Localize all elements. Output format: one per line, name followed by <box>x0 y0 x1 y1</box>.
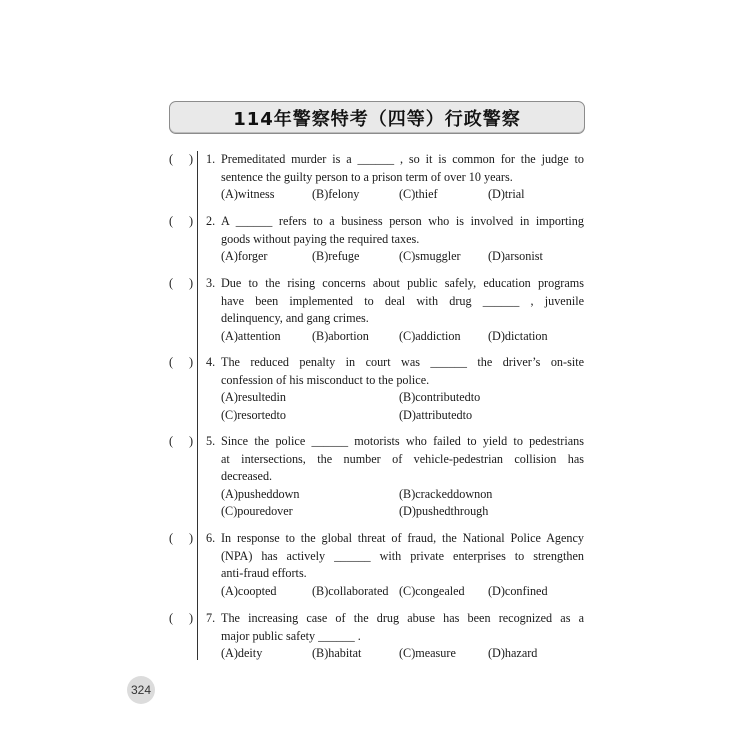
option-d: (D)pushedthrough <box>399 504 489 518</box>
question-line: anti-fraud efforts. <box>221 566 307 580</box>
question-text <box>221 610 584 663</box>
question-line: Due to the rising concerns about public safely, education programs <box>221 276 584 290</box>
option-a: (A)witness <box>221 187 275 201</box>
option-c: (C)resortedto <box>221 407 286 422</box>
option-b: (B)contributedto <box>399 390 481 404</box>
question-line: In response to the global threat of fraud, the National Police Agency <box>221 531 584 545</box>
answer-blank: ( ) <box>169 152 193 166</box>
question-number: 6. <box>206 531 216 545</box>
question-line: Since the police ______ motorists who failed to yield to pedestrians <box>221 434 584 448</box>
option-d: (D)arsonist <box>488 249 543 263</box>
options-row <box>221 486 584 504</box>
question-line: major public safety ______ . <box>221 628 361 643</box>
option-b: (B)abortion <box>312 328 369 343</box>
question-number: 5. <box>206 434 216 448</box>
option-b: (B)collaborated <box>312 583 389 598</box>
options-row <box>221 407 584 425</box>
option-b: (B)crackeddownon <box>399 486 493 501</box>
question-line: goods without paying the required taxes. <box>221 231 420 246</box>
options-row <box>221 583 584 601</box>
option-d: (D)attributedto <box>399 407 473 422</box>
question-line: The reduced penalty in court was ______ the driver’s on-site <box>221 355 584 369</box>
option-c: (C)congealed <box>399 583 465 598</box>
section-title: 114年警察特考（四等）行政警察 <box>233 108 521 130</box>
option-b: (B)habitat <box>312 646 362 660</box>
answer-blank: ( ) <box>169 276 193 290</box>
option-d: (D)confined <box>488 583 548 598</box>
option-c: (C)addiction <box>399 328 461 343</box>
question-number: 4. <box>206 355 216 369</box>
answer-blank: ( ) <box>169 355 193 369</box>
question-line: A ______ refers to a business person who is involved in importing <box>221 214 584 228</box>
question-line: decreased. <box>221 469 273 483</box>
question-line: Premeditated murder is a ______ , so it is common for the judge to <box>221 152 584 166</box>
options-row <box>221 645 584 663</box>
page-number: 324 <box>130 683 152 697</box>
answer-blank: ( ) <box>169 434 193 448</box>
question-line: have been implemented to deal with drug ______ , juvenile <box>221 293 584 308</box>
page-number-badge <box>127 676 155 704</box>
question-number: 3. <box>206 276 216 290</box>
question-number: 7. <box>206 611 216 625</box>
option-a: (A)forger <box>221 249 268 263</box>
answer-blank: ( ) <box>169 611 193 625</box>
question-line: confession of his misconduct to the police. <box>221 372 430 387</box>
question-number: 2. <box>206 214 216 228</box>
options-row <box>221 186 584 204</box>
question-number: 1. <box>206 152 216 166</box>
question-text <box>221 213 584 266</box>
question-line: (NPA) has actively ______ with private enterprises to strengthen <box>221 548 584 563</box>
option-a: (A)coopted <box>221 583 277 598</box>
option-d: (D)dictation <box>488 328 548 343</box>
question-text <box>221 275 584 345</box>
option-c: (C)pouredover <box>221 504 293 518</box>
section-title-banner <box>169 101 585 134</box>
option-c: (C)measure <box>399 646 456 660</box>
question-line: sentence the guilty person to a prison term of over 10 years. <box>221 169 513 184</box>
answer-column-divider <box>197 151 198 660</box>
question-text <box>221 151 584 204</box>
answer-blank: ( ) <box>169 531 193 545</box>
question-text <box>221 433 584 521</box>
option-b: (B)refuge <box>312 249 360 263</box>
options-row <box>221 328 584 346</box>
option-d: (D)hazard <box>488 646 538 660</box>
answer-blank: ( ) <box>169 214 193 228</box>
question-text <box>221 530 584 600</box>
option-b: (B)felony <box>312 187 360 201</box>
question-line: delinquency, and gang crimes. <box>221 311 369 325</box>
question-line: The increasing case of the drug abuse has been recognized as a <box>221 611 584 625</box>
option-a: (A)attention <box>221 328 281 343</box>
option-a: (A)resultedin <box>221 390 286 404</box>
option-d: (D)trial <box>488 187 525 201</box>
option-c: (C)smuggler <box>399 249 461 263</box>
option-a: (A)pusheddown <box>221 486 300 501</box>
question-line: at intersections, the number of vehicle-pedestrian collision has <box>221 451 584 466</box>
options-row <box>221 389 584 407</box>
option-a: (A)deity <box>221 646 263 660</box>
options-row <box>221 248 584 266</box>
option-c: (C)thief <box>399 187 438 201</box>
question-text <box>221 354 584 424</box>
options-row <box>221 503 584 521</box>
